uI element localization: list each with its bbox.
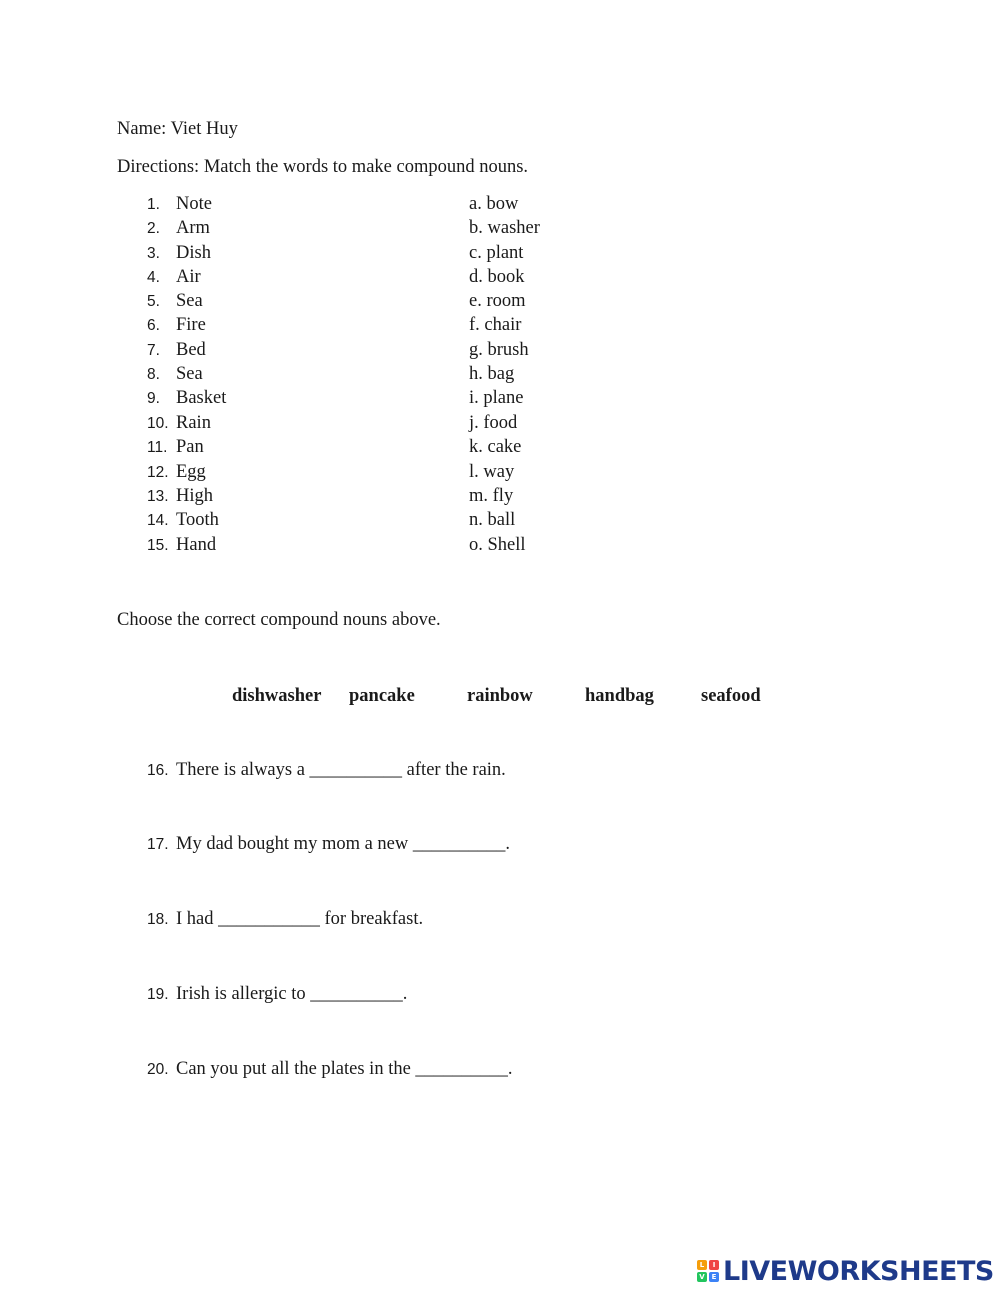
- student-name: Name: Viet Huy: [117, 119, 238, 139]
- sentence-item: 16. There is always a __________ after the rain.: [147, 760, 506, 780]
- logo-icon: [697, 1260, 719, 1282]
- list-item: 1. Note: [147, 194, 212, 214]
- list-item: o. Shell: [469, 535, 526, 555]
- word-bank-item: rainbow: [467, 686, 533, 706]
- list-item: 13. High: [147, 486, 213, 506]
- list-item: e. room: [469, 291, 526, 311]
- list-item: 5. Sea: [147, 291, 203, 311]
- list-item: f. chair: [469, 315, 522, 335]
- logo-letter: I: [709, 1260, 719, 1270]
- logo-letter: L: [697, 1260, 707, 1270]
- logo-text: LIVEWORKSHEETS: [723, 1255, 994, 1287]
- sentence-item: 18. I had ___________ for breakfast.: [147, 909, 424, 929]
- list-item: n. ball: [469, 510, 516, 530]
- list-item: 8. Sea: [147, 364, 203, 384]
- list-item: 9. Basket: [147, 388, 227, 408]
- list-item: 14. Tooth: [147, 510, 219, 530]
- list-item: m. fly: [469, 486, 514, 506]
- list-item: 15. Hand: [147, 535, 217, 555]
- word-bank-item: pancake: [349, 686, 415, 706]
- list-item: 10. Rain: [147, 413, 211, 433]
- list-item: c. plant: [469, 243, 524, 263]
- word-bank-item: dishwasher: [232, 686, 322, 706]
- directions-text: Directions: Match the words to make compound nouns.: [117, 157, 529, 177]
- word-bank-item: seafood: [701, 686, 761, 706]
- sentence-item: 19. Irish is allergic to __________.: [147, 984, 408, 1004]
- list-item: 4. Air: [147, 267, 201, 287]
- list-item: g. brush: [469, 340, 529, 360]
- list-item: i. plane: [469, 388, 524, 408]
- list-item: 3. Dish: [147, 243, 211, 263]
- list-item: 6. Fire: [147, 315, 206, 335]
- section-instruction: Choose the correct compound nouns above.: [117, 610, 441, 630]
- list-item: b. washer: [469, 218, 540, 238]
- list-item: 11. Pan: [147, 437, 204, 457]
- list-item: d. book: [469, 267, 525, 287]
- list-item: 12. Egg: [147, 462, 206, 482]
- list-item: h. bag: [469, 364, 515, 384]
- sentence-item: 17. My dad bought my mom a new __________.: [147, 834, 511, 854]
- list-item: 2. Arm: [147, 218, 210, 238]
- sentence-item: 20. Can you put all the plates in the __________.: [147, 1059, 513, 1079]
- liveworksheets-logo: [697, 1255, 994, 1287]
- word-bank-item: handbag: [585, 686, 654, 706]
- logo-letter: V: [697, 1272, 707, 1282]
- list-item: k. cake: [469, 437, 522, 457]
- logo-letter: E: [709, 1272, 719, 1282]
- list-item: 7. Bed: [147, 340, 206, 360]
- list-item: l. way: [469, 462, 515, 482]
- list-item: j. food: [469, 413, 518, 433]
- list-item: a. bow: [469, 194, 519, 214]
